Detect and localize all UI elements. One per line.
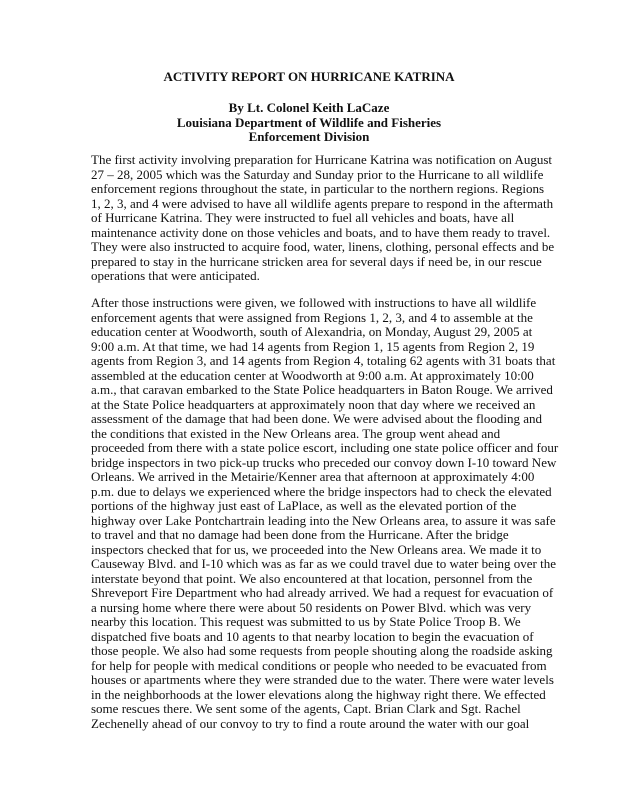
author-block xyxy=(0,101,618,145)
text-line: maintenance activity done on those vehicles and boats, and to have them ready to travel. xyxy=(91,224,551,240)
text-line: portions of the highway just east of LaPlace, as well as the elevated portion of the xyxy=(91,498,517,513)
text-line: They were also instructed to acquire food, water, linens, clothing, personal effects and be xyxy=(91,239,555,254)
report-title: ACTIVITY REPORT ON HURRICANE KATRINA xyxy=(163,69,455,84)
text-line: houses or apartments where they were stranded due to the water. There were water levels xyxy=(91,672,554,687)
text-line: p.m. due to delays we experienced where the bridge inspectors had to check the elevated xyxy=(91,483,552,499)
text-line: 27 – 28, 2005 which was the Saturday and Sunday prior to the Hurricane to all wildlife xyxy=(91,166,544,182)
text-line: Orleans. We arrived in the Metairie/Kenner area that afternoon at approximately 4:00 xyxy=(91,469,535,484)
text-line: some rescues there. We sent some of the agents, Capt. Brian Clark and Sgt. Rachel xyxy=(91,701,521,716)
text-line: operations that were anticipated. xyxy=(91,268,260,283)
text-line: 1, 2, 3, and 4 were advised to have all wildlife agents prepare to respond in the aftermath xyxy=(91,195,554,211)
text-line: The first activity involving preparation for Hurricane Katrina was notification on August xyxy=(91,152,553,167)
text-line: in the neighborhoods at the lower elevations along the highway right there. We effected xyxy=(91,686,546,702)
paragraph-2 xyxy=(91,295,559,731)
text-line: assembled at the education center at Woodworth at 9:00 a.m. At approximately 10:00 xyxy=(91,367,534,383)
text-line: inspectors checked that for us, we proceeded into the New Orleans area. We made it to xyxy=(91,541,542,557)
text-line: agents from Region 3, and 14 agents from Region 4, totaling 62 agents with 31 boats that xyxy=(91,353,556,368)
text-line: dispatched five boats and 10 agents to that nearby location to begin the evacuation of xyxy=(91,628,534,644)
text-line: for help for people with medical conditions or people who needed to be evacuated from xyxy=(91,657,547,673)
text-line: prepared to stay in the hurricane stricken area for several days if need be, in our rescue xyxy=(91,253,542,269)
text-line: After those instructions were given, we followed with instructions to have all wildlife xyxy=(91,295,537,310)
text-line: those people. We also had some requests from people shouting along the roadside asking xyxy=(91,643,553,658)
text-line: the conditions that existed in the New Orleans area. The group went ahead and xyxy=(91,425,501,441)
text-line: Zechenelly ahead of our convoy to try to find a route around the water with our goal xyxy=(91,715,530,731)
text-line: proceeded from there with a state police escort, including one state police officer and four xyxy=(91,440,559,455)
text-line: of Hurricane Katrina. They were instructed to fuel all vehicles and boats, have all xyxy=(91,210,515,225)
text-line: Shreveport Fire Department who had already arrived. We had a request for evacuation of xyxy=(91,585,554,600)
division: Enforcement Division xyxy=(248,129,370,144)
organization: Louisiana Department of Wildlife and Fisheries xyxy=(176,114,442,130)
paragraph-1 xyxy=(91,152,555,284)
text-line: 9:00 a.m. At that time, we had 14 agents from Region 1, 15 agents from Region 2, 19 xyxy=(91,338,535,354)
text-line: enforcement regions throughout the state, in particular to the northern regions. Regions xyxy=(91,181,545,196)
text-line: a nursing home where there were about 50 residents on Power Blvd. which was very xyxy=(91,599,532,615)
text-line: a.m., that caravan embarked to the State Police headquarters in Baton Rouge. We arrived xyxy=(91,382,553,397)
text-line: nearby this location. This request was submitted to us by State Police Troop B. We xyxy=(91,614,521,629)
text-line: Causeway Blvd. and I-10 which was as far as we could travel due to water being over the xyxy=(91,556,556,571)
text-line: highway over Lake Pontchartrain leading into the New Orleans area, to assure it was safe xyxy=(91,512,556,528)
text-line: bridge inspectors in two pick-up trucks who preceded our convoy down I-10 toward New xyxy=(91,454,557,470)
text-line: at the State Police headquarters at approximately noon that day where we received an xyxy=(91,396,536,412)
text-line: enforcement agents that were assigned from Regions 1, 2, 3, and 4 to assemble at the xyxy=(91,309,533,325)
text-line: education center at Woodworth, south of Alexandria, on Monday, August 29, 2005 at xyxy=(91,324,533,339)
text-line: to travel and that no damage had been done from the Hurricane. After the bridge xyxy=(91,527,509,542)
text-line: assessment of the damage that had been done. We were advised about the flooding and xyxy=(91,411,543,426)
text-line: interstate beyond that point. We also encountered at that location, personnel from the xyxy=(91,570,533,586)
byline: By Lt. Colonel Keith LaCaze xyxy=(228,100,390,115)
